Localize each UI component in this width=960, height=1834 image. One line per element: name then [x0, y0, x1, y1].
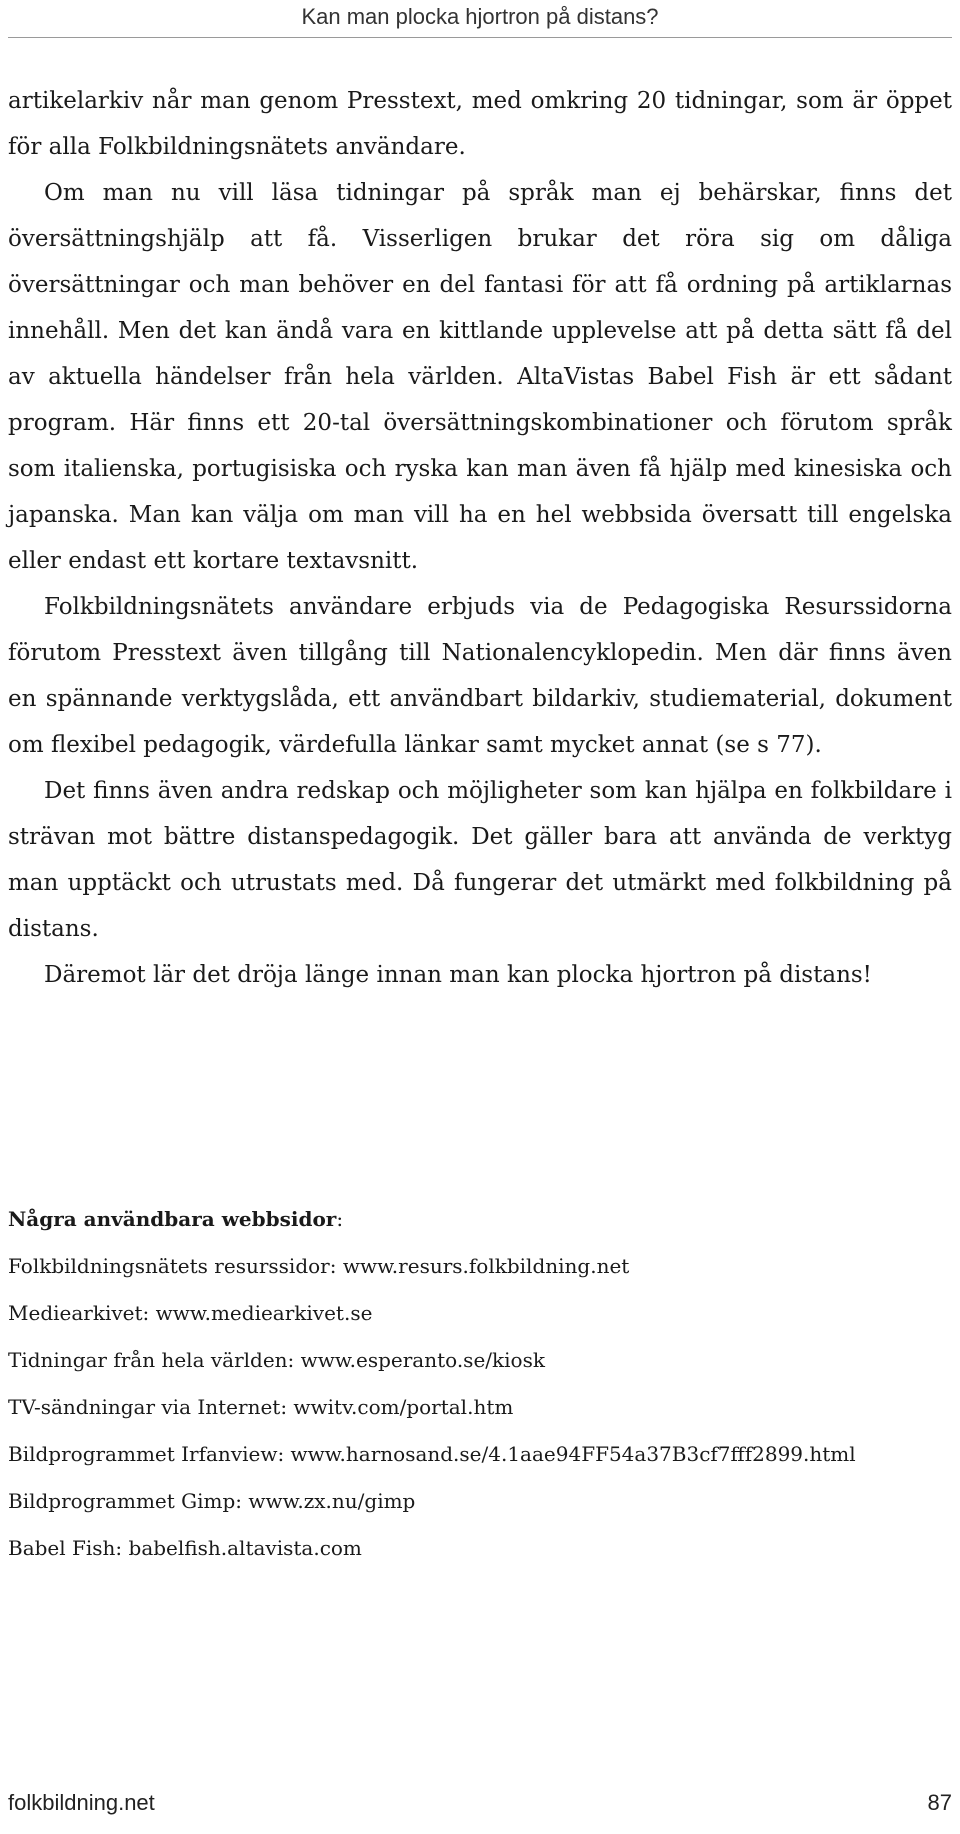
paragraph-5: Däremot lär det dröja länge innan man kan plocka hjortron på distans! — [44, 962, 872, 988]
header-rule — [8, 37, 952, 38]
link-item[interactable]: Mediearkivet: www.mediearkivet.se — [8, 1301, 373, 1325]
links-heading-colon: : — [336, 1207, 344, 1231]
link-item[interactable]: Tidningar från hela världen: www.esperanto.se/kiosk — [8, 1348, 545, 1372]
link-item[interactable]: Bildprogrammet Gimp: www.zx.nu/gimp — [8, 1489, 416, 1513]
links-heading — [8, 1196, 952, 1243]
links-section — [8, 1196, 952, 1572]
link-item[interactable]: Babel Fish: babelfish.altavista.com — [8, 1536, 362, 1560]
paragraph-2: Om man nu vill läsa tidningar på språk man ej behärskar, finns det översättningshjälp att få. Visserligen brukar det röra sig om dåliga översättningar och man behöver en del fantasi för att få ordning på artiklarnas innehåll. Men det kan ändå vara en kittlande upplevelse att på detta sätt få del av aktuella händelser från hela världen. AltaVistas Babel Fish är ett sådant program. Här finns ett 20-tal översättningskombinationer och förutom språk som italienska, portugisiska och ryska kan man även få hjälp med kinesiska och japanska. Man kan välja om man vill ha en hel webbsida översatt till engelska eller endast ett kortare textavsnitt. — [8, 180, 952, 574]
link-item[interactable]: TV-sändningar via Internet: wwitv.com/portal.htm — [8, 1395, 514, 1419]
links-heading-text: Några användbara webbsidor — [8, 1207, 337, 1231]
footer-site: folkbildning.net — [8, 1790, 155, 1815]
paragraph-1: artikelarkiv når man genom Presstext, med omkring 20 tidningar, som är öppet för alla Folkbildningsnätets användare. — [8, 88, 952, 160]
paragraph-4: Det finns även andra redskap och möjligheter som kan hjälpa en folkbildare i strävan mot bättre distanspedagogik. Det gäller bara att använda de verktyg man upptäckt och utrustats med. Då fungerar det utmärkt med folkbildning på distans. — [8, 778, 952, 942]
link-item[interactable]: Bildprogrammet Irfanview: www.harnosand.se/4.1aae94FF54a37B3cf7fff2899.html — [8, 1442, 856, 1466]
body-text — [8, 78, 952, 998]
paragraph-3: Folkbildningsnätets användare erbjuds via de Pedagogiska Resurssidorna förutom Presstext även tillgång till Nationalencyklopedin. Men där finns även en spännande verktygslåda, ett användbart bildarkiv, studiematerial, dokument om flexibel pedagogik, värdefulla länkar samt mycket annat (se s 77). — [8, 594, 952, 758]
page-number: 87 — [927, 1790, 952, 1815]
link-item[interactable]: Folkbildningsnätets resurssidor: www.resurs.folkbildning.net — [8, 1254, 630, 1278]
running-head-title: Kan man plocka hjortron på distans? — [301, 4, 659, 29]
